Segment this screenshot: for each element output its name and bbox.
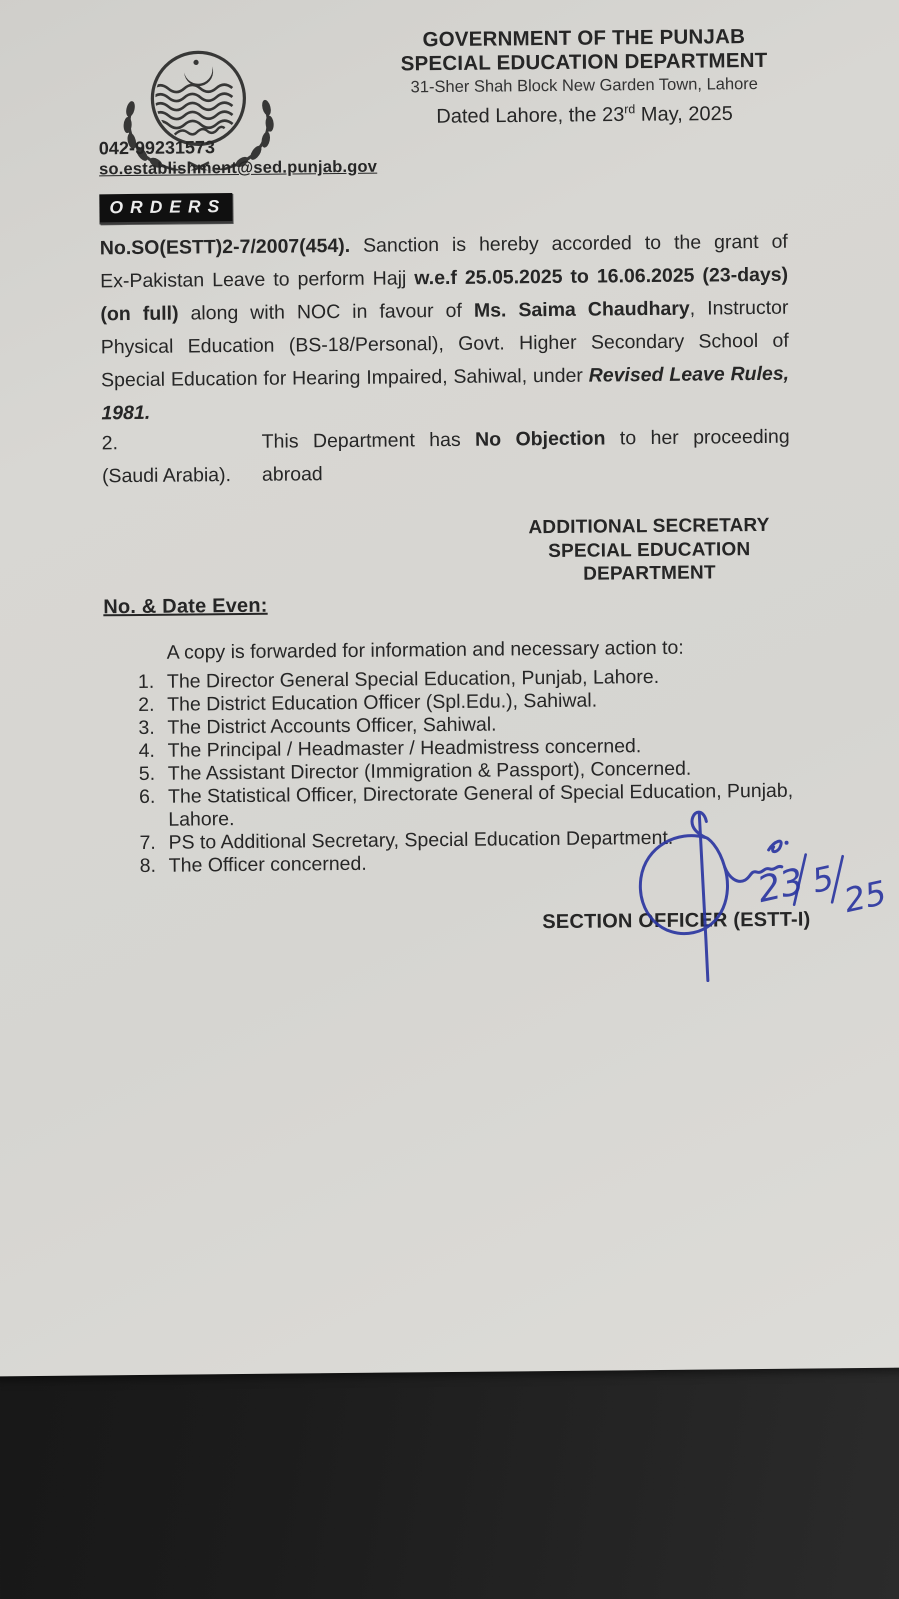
text-run: Ex-Pakistan Leave to perform Hajj <box>100 267 415 293</box>
text-run: No Objection <box>475 427 606 451</box>
handwritten-month: 5 <box>808 857 838 901</box>
text-run: Special Education for Hearing Impaired, Sahiwal, under <box>100 364 589 392</box>
endorsement-heading: No. & Date Even: <box>103 594 268 619</box>
handwritten-day: 23 <box>753 861 808 912</box>
section-officer-title: SECTION OFFICER (ESTT-I) <box>542 908 811 934</box>
text-run: 1981. <box>101 401 151 425</box>
text-run: (Saudi Arabia). <box>101 464 232 488</box>
text-run: Sanction is hereby accorded to the grant of <box>350 230 788 257</box>
item-text-line: PS to Additional Secretary, Special Education Department. <box>168 826 674 854</box>
text-run: (on full) <box>100 302 179 326</box>
text-run: w.e.f 25.05.2025 to 16.06.2025 (23-days) <box>414 263 789 290</box>
item-number: 2. <box>138 693 155 716</box>
text-run: , Instructor <box>689 296 789 320</box>
item-number: 6. <box>138 785 156 808</box>
signatory-title-line3: DEPARTMENT <box>583 562 716 585</box>
paragraph-number: 2. <box>101 432 119 455</box>
text-run: Physical Education (BS-18/Personal), Govt. Higher Secondary School of <box>100 329 789 359</box>
government-title: GOVERNMENT OF THE PUNJAB <box>422 25 746 52</box>
item-text-line: The District Accounts Officer, Sahiwal. <box>167 713 497 739</box>
signatory-title-line2: SPECIAL EDUCATION <box>548 538 751 562</box>
order-paragraph-1 <box>100 226 790 431</box>
orders-heading: ORDERS <box>99 193 232 224</box>
item-number: 3. <box>138 716 155 739</box>
text-run: to her proceeding abroad <box>261 425 790 486</box>
item-number: 4. <box>138 739 156 762</box>
item-number: 5. <box>138 762 156 785</box>
phone-number: 042-99231573 <box>98 137 216 159</box>
text-run: This Department has <box>261 428 476 453</box>
forwarding-line: A copy is forwarded for information and necessary action to: <box>166 636 684 664</box>
item-text-line: The Statistical Officer, Directorate General of Special Education, Punjab, <box>167 779 794 808</box>
date-ordinal: rd <box>624 102 636 117</box>
letterhead <box>379 25 790 100</box>
department-title: SPECIAL EDUCATION DEPARTMENT <box>400 48 768 76</box>
item-text-line: The Principal / Headmaster / Headmistress concerned. <box>167 735 642 762</box>
date-prefix: Dated Lahore, the 23 <box>436 103 625 128</box>
item-text-line: The Assistant Director (Immigration & Passport), Concerned. <box>167 757 692 785</box>
item-number: 7. <box>139 831 156 854</box>
item-number: 8. <box>139 854 157 877</box>
item-text-line: The Officer concerned. <box>168 852 367 877</box>
item-text-line: The Director General Special Education, Punjab, Lahore. <box>166 665 660 693</box>
date-line <box>379 101 789 130</box>
text-run: No.SO(ESTT)2-7/2007(454). <box>99 234 351 260</box>
item-text-line: Lahore. <box>168 808 235 831</box>
date-suffix: May, 2025 <box>635 102 733 126</box>
contact-block <box>99 136 377 181</box>
text-run: Ms. Saima Chaudhary <box>473 297 690 322</box>
item-number: 1. <box>137 670 155 693</box>
department-address: 31-Sher Shah Block New Garden Town, Lahore <box>410 74 759 97</box>
order-paragraph-2 <box>102 421 791 494</box>
signatory-title-line1: ADDITIONAL SECRETARY <box>528 514 770 539</box>
handwritten-signature <box>609 792 899 1000</box>
handwritten-year: 25 <box>840 872 890 921</box>
text-run: Revised Leave Rules, <box>588 362 790 387</box>
signatory-block <box>506 514 792 587</box>
text-run: along with NOC in favour of <box>178 299 474 325</box>
email-address: so.establishment@sed.punjab.gov <box>98 157 378 179</box>
item-text-line: The District Education Officer (Spl.Edu.), Sahiwal. <box>167 689 598 716</box>
text-line <box>102 454 790 494</box>
